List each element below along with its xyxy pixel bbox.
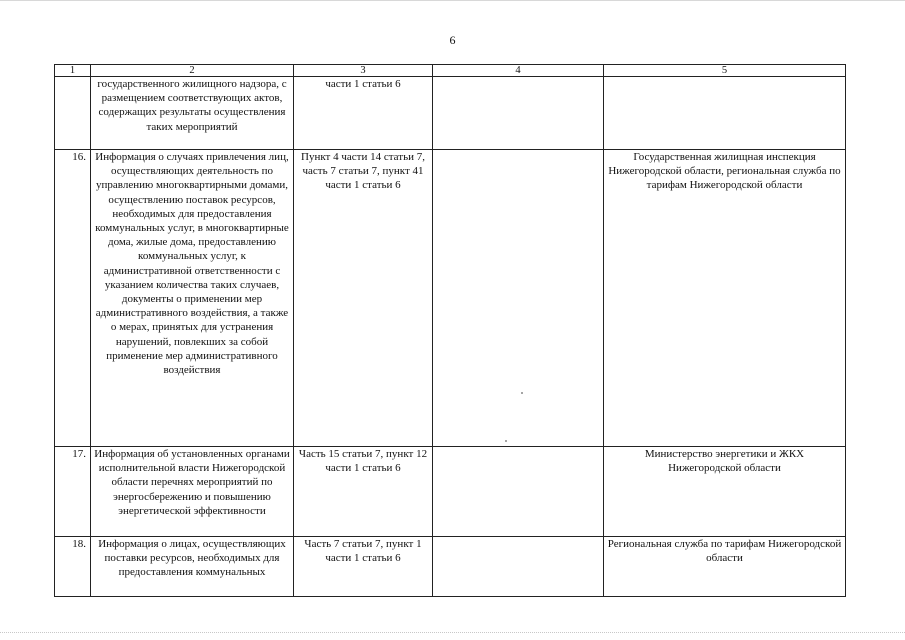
responsible-cell: Министерство энергетики и ЖКХ Нижегородской области xyxy=(604,447,846,537)
header-col-3: 3 xyxy=(294,65,433,77)
scan-edge-bottom xyxy=(0,632,905,634)
table-row xyxy=(55,447,846,537)
empty-cell xyxy=(433,447,604,537)
scan-speck xyxy=(521,392,523,394)
empty-cell xyxy=(433,150,604,447)
reference-cell: Часть 7 статьи 7, пункт 1 части 1 статьи 6 xyxy=(294,537,433,597)
table-row xyxy=(55,77,846,150)
scan-edge-top xyxy=(0,0,905,1)
header-col-4: 4 xyxy=(433,65,604,77)
info-cell: государственного жилищного надзора, с размещением соответствующих актов, содержащих результаты осуществления таких мероприятий xyxy=(91,77,294,150)
page-number: 6 xyxy=(449,33,456,47)
info-cell: Информация о лицах, осуществляющих поставки ресурсов, необходимых для предоставления коммунальных xyxy=(91,537,294,597)
info-cell: Информация о случаях привлечения лиц, осуществляющих деятельность по управлению многоквартирными домами, осуществлению поставок ресурсов, необходимых для предоставления коммунальных услуг, в многоквартирные дома, жилые дома, предоставлению коммунальных услуг, к административной ответственности с указанием количества таких случаев, документы о применении мер административного воздействия, а также о мерах, принятых для устранения нарушений, повлекших за собой применение мер административного воздействия xyxy=(91,150,294,447)
table-row xyxy=(55,537,846,597)
header-col-5: 5 xyxy=(604,65,846,77)
table-row xyxy=(55,150,846,447)
info-cell: Информация об установленных органами исполнительной власти Нижегородской области перечнях мероприятий по энергосбережению и повышению энергетической эффективности xyxy=(91,447,294,537)
reference-cell: Пункт 4 части 14 статьи 7, часть 7 статьи 7, пункт 41 части 1 статьи 6 xyxy=(294,150,433,447)
document-table xyxy=(54,64,846,597)
reference-cell: Часть 15 статьи 7, пункт 12 части 1 статьи 6 xyxy=(294,447,433,537)
responsible-cell xyxy=(604,77,846,150)
row-number xyxy=(55,77,91,150)
responsible-cell: Государственная жилищная инспекция Нижегородской области, региональная служба по тарифам Нижегородской области xyxy=(604,150,846,447)
header-col-2: 2 xyxy=(91,65,294,77)
row-number: 16. xyxy=(55,150,91,447)
responsible-cell: Региональная служба по тарифам Нижегородской области xyxy=(604,537,846,597)
reference-cell: части 1 статьи 6 xyxy=(294,77,433,150)
row-number: 18. xyxy=(55,537,91,597)
header-row xyxy=(55,65,846,77)
header-col-1: 1 xyxy=(55,65,91,77)
row-number: 17. xyxy=(55,447,91,537)
empty-cell xyxy=(433,537,604,597)
scan-speck xyxy=(505,440,507,442)
empty-cell xyxy=(433,77,604,150)
